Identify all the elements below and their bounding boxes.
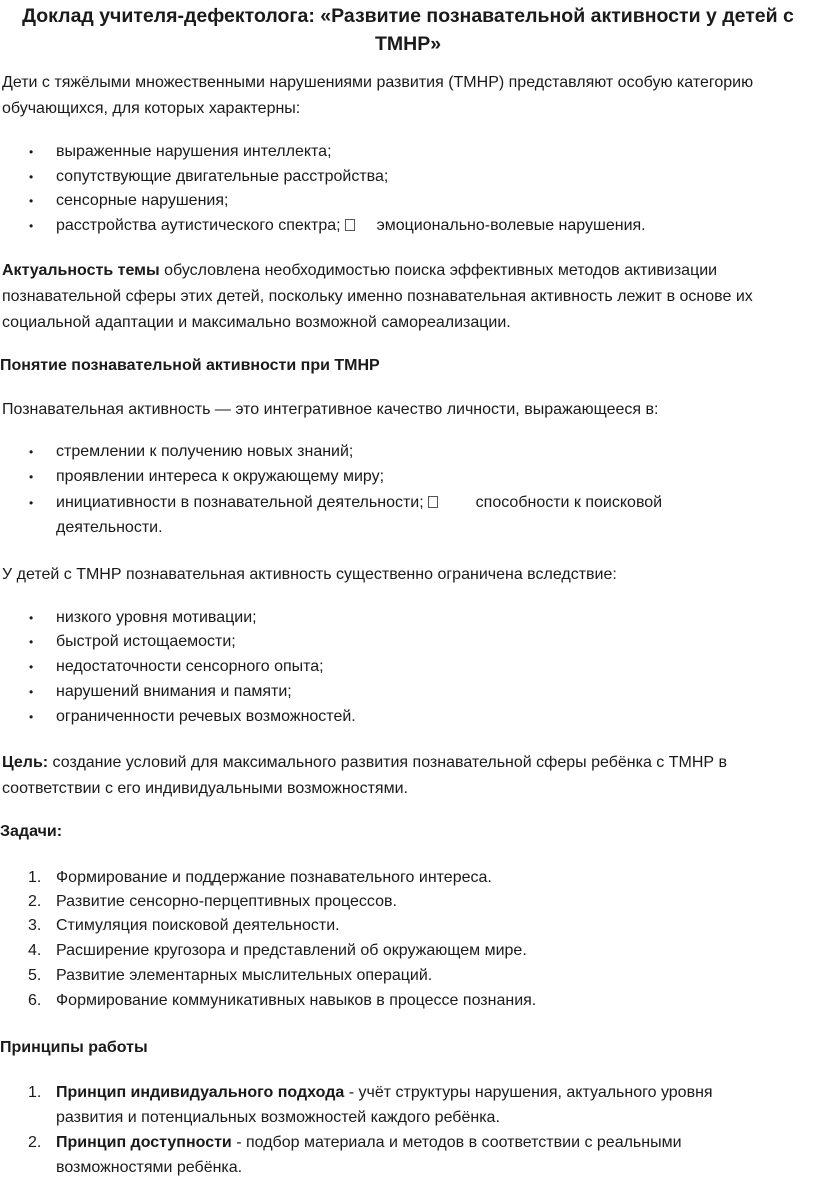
bullet: • <box>29 470 34 484</box>
missing-glyph-icon <box>345 219 355 231</box>
section-heading-tasks: Задачи: <box>0 823 63 840</box>
goal-paragraph: Цель: создание условий для максимального развития познавательной сферы ребёнка с ТМНР в соответствии с его индивидуальными возможностями. <box>2 754 727 797</box>
document-page: Доклад учителя-дефектолога: «Развитие познавательной активности у детей с ТМНР» Дети с тяжёлыми множественными нарушениями развития (ТМНР) представляют особую категорию обучающихся, для которых характерны: • выраженные нарушения интеллекта; • сопутствующие двигательные расстройства; • сенсорные нарушения; • расстройства аутистического спектра; эмоционально-волевые нарушения. Актуальность темы обусловлена необходимостью поиска эффективных методов активизации познавательной сферы этих детей, поскольку именно познавательная активность лежит в основе их социальной адаптации и максимально возможной самореализации. Понятие познавательной активности при ТМНР Познавательная активность — это интегративное качество личности, выражающееся в: • стремлении к получению новых знаний; • проявлении интереса к окружающему миру; • инициативности в познавательной деятельности; способности к поисковой деятельности. У детей с ТМНР познавательная активность существенно ограничена вследствие: • низкого уровня мотивации; • быстрой истощаемости; • недостаточности сенсорного опыта; • нарушений внимания и памяти; • ограниченности речевых возможностей. Цель: создание условий для максимального развития познавательной сферы ребёнка с ТМНР в соответствии с его индивидуальными возможностями. Задачи: 1. Формирование и поддержание познавательного интереса. 2. Развитие сенсорно-перцептивных процессов. 3. Стимуляция поисковой деятельности. 4. Расширение кругозора и представлений об окружающем мире. 5. Развитие элементарных мыслительных операций. 6. Формирование коммуникативных навыков в процессе познания. Принципы работы 1. Принцип индивидуального подхода - учёт структуры нарушения, актуального уровня развития и потенциальных возможностей каждого ребёнка. 2. Принцип доступности - подбор материала и методов в соответствии с реальными возможностями ребёнка. <box>0 0 816 1181</box>
principle-name: Принцип доступности <box>56 1134 232 1151</box>
section-heading-concept: Понятие познавательной активности при ТМНР <box>0 357 380 374</box>
goal-label: Цель: <box>2 754 49 771</box>
bullet: • <box>29 660 34 674</box>
bullet: • <box>29 685 34 699</box>
missing-glyph-icon <box>428 496 438 508</box>
bullet: • <box>29 445 34 459</box>
limitations-intro: У детей с ТМНР познавательная активность существенно ограничена вследствие: <box>2 566 617 583</box>
section-heading-principles: Принципы работы <box>0 1039 148 1056</box>
principle-name: Принцип индивидуального подхода <box>56 1084 345 1101</box>
bullet: • <box>29 496 34 510</box>
bullet: • <box>29 219 34 233</box>
bullet: • <box>29 145 34 159</box>
bullet: • <box>29 194 34 208</box>
relevance-label: Актуальность темы <box>2 262 160 279</box>
bullet: • <box>29 635 34 649</box>
document-title: Доклад учителя-дефектолога: «Развитие познавательной активности у детей с ТМНР» <box>22 5 794 55</box>
bullet: • <box>29 611 34 625</box>
concept-intro: Познавательная активность — это интегративное качество личности, выражающееся в: <box>2 401 659 418</box>
intro-paragraph: Дети с тяжёлыми множественными нарушениями развития (ТМНР) представляют особую категорию обучающихся, для которых характерны: <box>2 74 754 117</box>
bullet: • <box>29 170 34 184</box>
bullet: • <box>29 710 34 724</box>
relevance-paragraph: Актуальность темы обусловлена необходимостью поиска эффективных методов активизации познавательной сферы этих детей, поскольку именно познавательная активность лежит в основе их социальной адаптации и максимально возможной самореализации. <box>2 262 753 331</box>
